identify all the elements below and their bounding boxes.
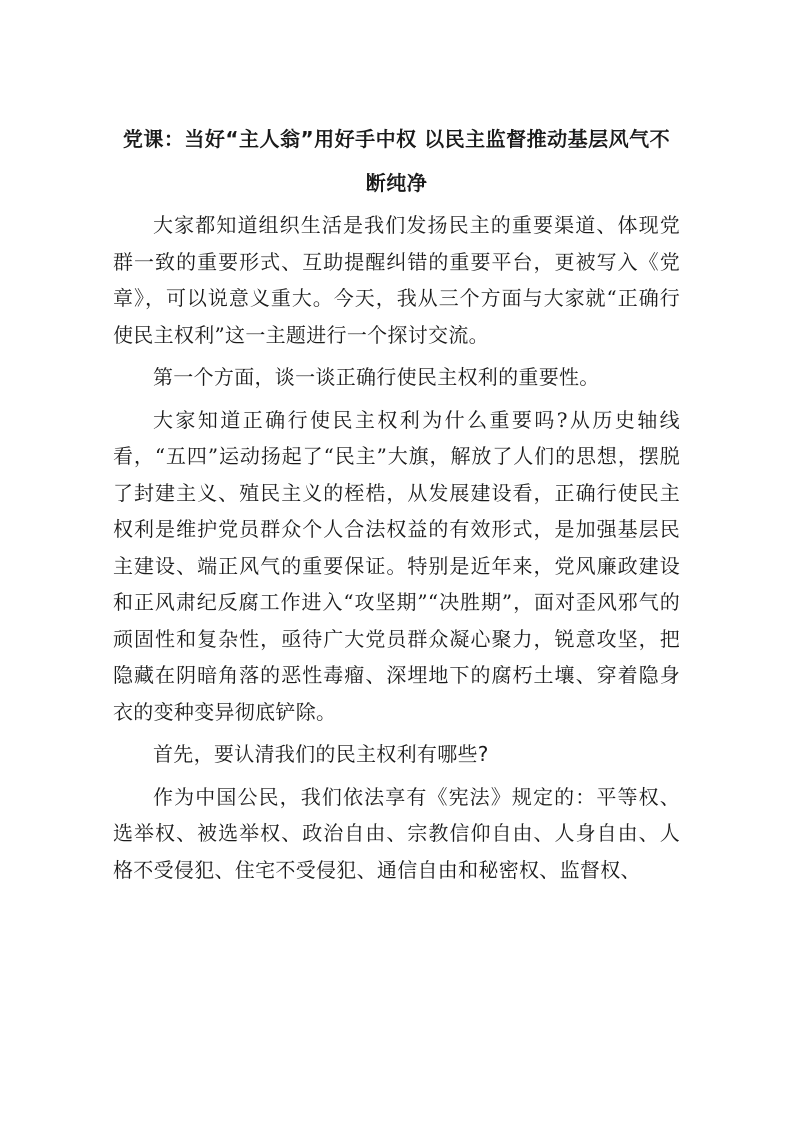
- rights-paragraph: 作为中国公民，我们依法享有《宪法》规定的：平等权、选举权、被选举权、政治自由、宗教信仰自由、人身自由、人格不受侵犯、住宅不受侵犯、通信自由和秘密权、监督权、: [113, 784, 680, 882]
- intro-paragraph: 大家都知道组织生活是我们发扬民主的重要渠道、体现党群一致的重要形式、互助提醒纠错的重要平台，更被写入《党章》，可以说意义重大。今天，我从三个方面与大家就“正确行使民主权利”这一主题进行一个探讨交流。: [113, 213, 680, 347]
- importance-paragraph: 大家知道正确行使民主权利为什么重要吗?从历史轴线看，“五四”运动扬起了“民主”大旗，解放了人们的思想，摆脱了封建主义、殖民主义的桎梏，从发展建设看，正确行使民主权利是维护党员群众个人合法权益的有效形式，是加强基层民主建设、端正风气的重要保证。特别是近年来，党风廉政建设和正风肃纪反腐工作进入“攻坚期”“决胜期”，面对歪风邪气的顽固性和复杂性，亟待广大党员群众凝心聚力，锐意攻坚，把隐藏在阴暗角落的恶性毒瘤、深埋地下的腐朽土壤、穿着隐身衣的变种变异彻底铲除。: [113, 407, 680, 724]
- document-title: 党课：当好“主人翁”用好手中权 以民主监督推动基层风气不断纯净: [122, 127, 671, 195]
- subheading-rights-list: 首先，要认清我们的民主权利有哪些?: [153, 742, 489, 766]
- section-heading-first-aspect: 第一个方面，谈一谈正确行使民主权利的重要性。: [153, 365, 600, 389]
- document-content: [113, 117, 680, 894]
